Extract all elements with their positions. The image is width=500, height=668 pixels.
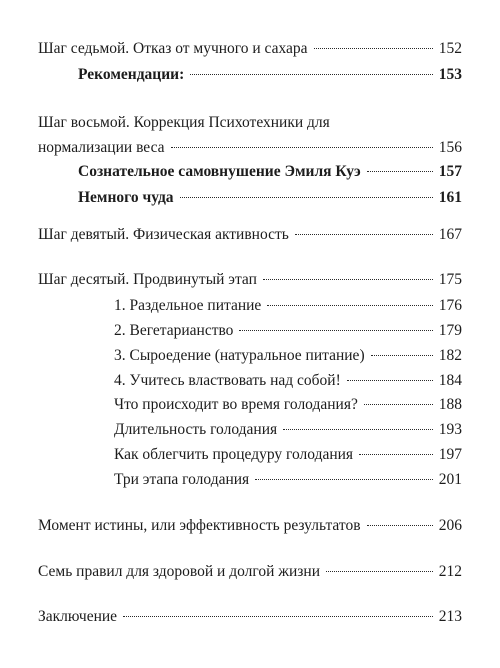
dot-leader — [371, 355, 433, 356]
toc-entry-page: 156 — [438, 139, 462, 156]
toc-entry-title: Рекомендации: — [78, 66, 185, 83]
toc-entry-title: 3. Сыроедение (натуральное питание) — [114, 347, 365, 364]
toc-entry-fasting-stages[interactable] — [114, 469, 462, 491]
toc-entry-page: 188 — [438, 396, 462, 413]
toc-entry-title: Момент истины, или эффективность результатов — [38, 517, 361, 534]
dot-leader — [239, 330, 432, 331]
dot-leader — [180, 197, 433, 198]
toc-entry-title: Семь правил для здоровой и долгой жизни — [38, 563, 320, 580]
dot-leader — [367, 171, 433, 172]
toc-entry-seven-rules[interactable] — [38, 561, 462, 583]
toc-entry-page: 157 — [438, 163, 462, 180]
toc-entry-page: 161 — [438, 189, 462, 206]
toc-entry-separate-nutrition[interactable] — [114, 295, 462, 317]
dot-leader — [190, 74, 433, 75]
toc-entry-page: 213 — [438, 608, 462, 625]
toc-entry-title: 4. Учитесь властвовать над собой! — [114, 372, 341, 389]
toc-entry-raw-food[interactable] — [114, 345, 462, 367]
toc-entry-fasting-duration[interactable] — [114, 419, 462, 441]
toc-entry-page: 167 — [438, 226, 462, 243]
toc-entry-title: нормализации веса — [38, 139, 165, 156]
toc-entry-title: Три этапа голодания — [114, 471, 250, 488]
toc-entry-step-7[interactable] — [38, 38, 462, 60]
toc-entry-miracle[interactable] — [78, 187, 462, 209]
dot-leader — [123, 616, 433, 617]
toc-entry-step-8[interactable] — [38, 137, 462, 159]
toc-entry-conclusion[interactable] — [38, 606, 462, 628]
dot-leader — [255, 479, 433, 480]
toc-entry-title: 1. Раздельное питание — [114, 297, 262, 314]
dot-leader — [314, 48, 433, 49]
toc-entry-page: 206 — [438, 517, 462, 534]
toc-entry-page: 152 — [438, 40, 462, 57]
toc-entry-page: 212 — [438, 563, 462, 580]
toc-entry-fasting-ease[interactable] — [114, 444, 462, 466]
toc-entry-page: 193 — [438, 421, 462, 438]
toc-entry-page: 175 — [438, 271, 462, 288]
toc-entry-page: 184 — [438, 372, 462, 389]
toc-entry-title: 2. Вегетарианство — [114, 322, 234, 339]
dot-leader — [367, 525, 433, 526]
dot-leader — [359, 454, 433, 455]
toc-entry-step-10[interactable] — [38, 269, 462, 291]
toc-entry-title: Немного чуда — [78, 189, 174, 206]
dot-leader — [263, 279, 433, 280]
toc-entry-page: 179 — [438, 322, 462, 339]
dot-leader — [283, 429, 433, 430]
toc-entry-moment-of-truth[interactable] — [38, 515, 462, 537]
dot-leader — [295, 234, 433, 235]
toc-entry-page: 201 — [438, 471, 462, 488]
toc-entry-page: 153 — [438, 66, 462, 83]
dot-leader — [364, 404, 433, 405]
toc-entry-page: 197 — [438, 446, 462, 463]
toc-entry-title: Сознательное самовнушение Эмиля Куэ — [78, 163, 361, 180]
toc-entry-title-line1: Шаг восьмой. Коррекция Психотехники для — [38, 114, 330, 131]
dot-leader — [326, 571, 433, 572]
toc-entry-self-control[interactable] — [114, 370, 462, 392]
dot-leader — [347, 380, 433, 381]
toc-entry-fasting-what-happens[interactable] — [114, 394, 462, 416]
toc-entry-page: 182 — [438, 347, 462, 364]
toc-entry-title: Как облегчить процедуру голодания — [114, 446, 354, 463]
toc-entry-title: Шаг седьмой. Отказ от мучного и сахара — [38, 40, 308, 57]
toc-entry-page: 176 — [438, 297, 462, 314]
toc-entry-coue[interactable] — [78, 161, 462, 183]
toc-entry-title: Длительность голодания — [114, 421, 278, 438]
toc-entry-recommendations[interactable] — [78, 64, 462, 86]
toc-entry-step-9[interactable] — [38, 224, 462, 246]
toc-entry-title: Что происходит во время голодания? — [114, 396, 358, 413]
toc-entry-title: Шаг девятый. Физическая активность — [38, 226, 289, 243]
dot-leader — [267, 305, 432, 306]
toc-entry-vegetarianism[interactable] — [114, 320, 462, 342]
toc-entry-title: Заключение — [38, 608, 118, 625]
toc-entry-title: Шаг десятый. Продвинутый этап — [38, 271, 257, 288]
dot-leader — [171, 147, 433, 148]
